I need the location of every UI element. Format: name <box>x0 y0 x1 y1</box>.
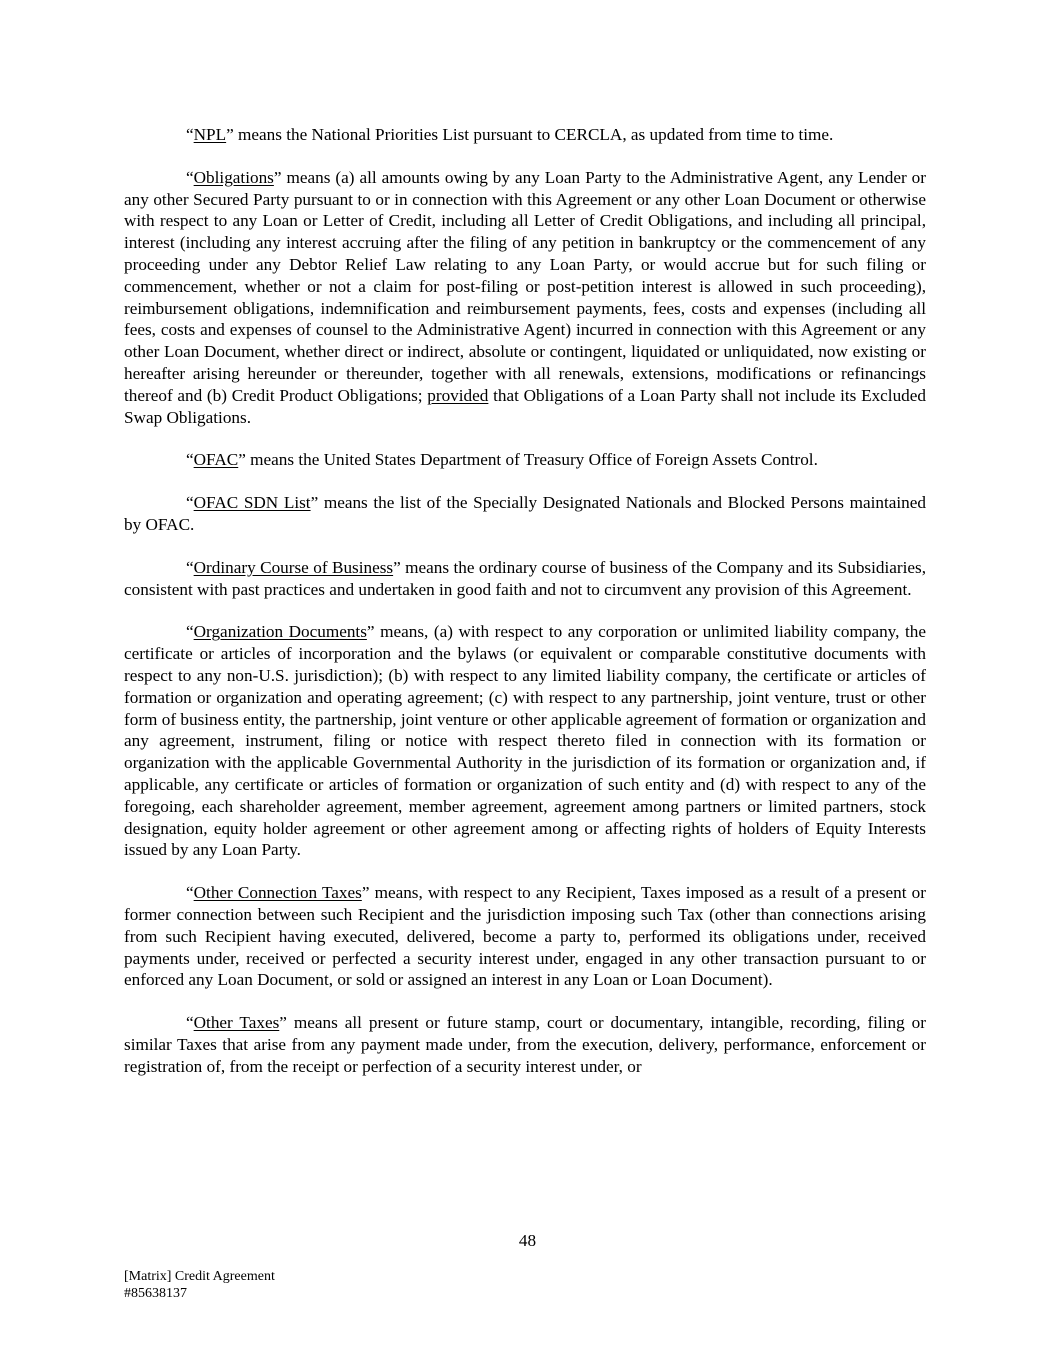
definition-obligations <box>124 167 926 429</box>
definition-text: ” means, with respect to any Recipient, Taxes imposed as a result of a present or former connection between such Recipient and the jurisdiction imposing such Tax (other than connections arising from such Recipient having executed, delivered, become a party to, performed its obligations under, received payments under, received or perfected a security interest under, engaged in any other transaction pursuant to or enforced any Loan Document, or sold or assigned an interest in any Loan or Loan Document). <box>124 883 926 990</box>
document-footer <box>124 1268 275 1302</box>
definition-text: ” means the United States Department of Treasury Office of Foreign Assets Control. <box>238 450 818 470</box>
definition-ofac-sdn-list <box>124 492 926 536</box>
definition-npl <box>124 124 926 146</box>
defined-term-ordinary-course-of-business: Ordinary Course of Business <box>193 557 394 577</box>
open-quote: “ <box>186 125 194 144</box>
definition-text: ” means (a) all amounts owing by any Loan Party to the Administrative Agent, any Lender or any other Secured Party pursuant to or in connection with this Agreement or any other Loan Document or otherwise with respect to any Loan or Letter of Credit, including all Letter of Credit Obligations, and including all principal, interest (including any interest accruing after the filing of any petition in bankruptcy or the commencement of any proceeding under any Debtor Relief Law relating to any Loan Party, or would accrue but for such filing or commencement, whether or not a claim for post-filing or post-petition interest is allowed in such proceeding), reimbursement obligations, indemnification and reimbursement payments, fees, costs and expenses (including all fees, costs and expenses of counsel to the Administrative Agent) incurred in connection with this Agreement or any other Loan Document, whether direct or indirect, absolute or contingent, liquidated or unliquidated, now existing or hereafter arising hereunder or thereunder, together with all renewals, extensions, modifications or refinancings thereof and (b) Credit Product Obligations; <box>124 167 926 405</box>
open-quote: “ <box>186 1013 194 1033</box>
open-quote: “ <box>186 557 194 577</box>
definition-organization-documents <box>124 621 926 861</box>
defined-term-npl: NPL <box>193 125 227 144</box>
footer-title: [Matrix] Credit Agreement <box>124 1269 275 1284</box>
document-body <box>124 124 926 1098</box>
open-quote: “ <box>186 450 194 470</box>
defined-term-other-connection-taxes: Other Connection Taxes <box>193 883 362 903</box>
defined-term-ofac: OFAC <box>193 450 239 470</box>
definition-text: ” means the National Priorities List pursuant to CERCLA, as updated from time to time. <box>226 125 834 144</box>
defined-term-ofac-sdn-list: OFAC SDN List <box>193 493 311 513</box>
definition-ordinary-course-of-business <box>124 557 926 601</box>
page-number: 48 <box>518 1231 537 1250</box>
definition-text: ” means all present or future stamp, court or documentary, intangible, recording, filing or similar Taxes that arise from any payment made under, from the execution, delivery, performance, enforcement or registration of, from the receipt or perfection of a security interest under, or <box>124 1013 926 1076</box>
defined-term-obligations: Obligations <box>193 167 274 187</box>
proviso-provided: provided <box>427 385 489 405</box>
defined-term-organization-documents: Organization Documents <box>193 622 367 642</box>
defined-term-other-taxes: Other Taxes <box>193 1013 280 1033</box>
definition-text: ” means the list of the Specially Designated Nationals and Blocked Persons maintained by OFAC. <box>124 493 926 534</box>
definition-text: ” means, (a) with respect to any corporation or unlimited liability company, the certificate or articles of incorporation and the bylaws (or equivalent or comparable constitutive documents with respect to any non-U.S. jurisdiction); (b) with respect to any limited liability company, the certificate or articles of formation or organization and operating agreement; (c) with respect to any partnership, joint venture, trust or other form of business entity, the partnership, joint venture or other applicable agreement of formation or organization and any agreement, instrument, filing or notice with respect thereto filed in connection with its formation or organization with the applicable Governmental Authority in the jurisdiction of its formation or organization and, if applicable, any certificate or articles of formation or organization of such entity and (d) with respect to any of the foregoing, each shareholder agreement, member agreement, agreement among partners or limited partners, stock designation, equity holder agreement or other agreement among or affecting rights of holders of Equity Interests issued by any Loan Party. <box>124 622 926 860</box>
definition-other-taxes <box>124 1012 926 1077</box>
open-quote: “ <box>186 493 194 513</box>
open-quote: “ <box>186 167 194 187</box>
definition-text-after: that Obligations of a Loan Party shall not include its Excluded Swap Obligations. <box>124 385 926 427</box>
definition-other-connection-taxes <box>124 882 926 991</box>
definition-text: ” means the ordinary course of business of the Company and its Subsidiaries, consistent with past practices and undertaken in good faith and not to circumvent any provision of this Agreement. <box>124 557 926 599</box>
footer-document-id: #85638137 <box>124 1286 187 1301</box>
open-quote: “ <box>186 883 194 903</box>
definition-ofac <box>124 449 926 471</box>
open-quote: “ <box>186 622 194 642</box>
